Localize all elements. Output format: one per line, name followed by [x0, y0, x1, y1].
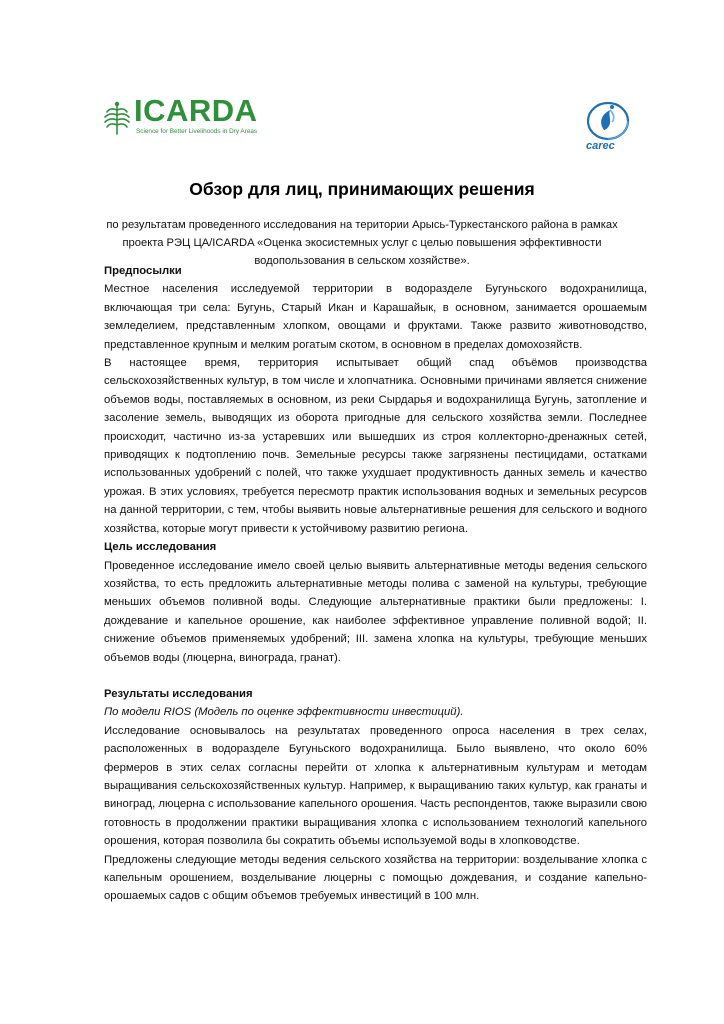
page-subtitle: по результатам проведенного исследования на територии Арысь-Туркестанского района в рамках проекта РЭЦ ЦА/ICARDA «Оценка экосистемных услуг с целью повышения эффективности водопользования в сельском хозяйстве».: [106, 219, 618, 267]
carec-logo: [582, 100, 630, 156]
paragraph: Предложены следующие методы ведения сельского хозяйства на территории: возделывание хлопка с капельным орошением, возделывание люцерны с помощью дождевания, и создание капельно-орошаемых садов с общим объемов требуемых инвестиций в 100 млн.: [104, 853, 647, 903]
icarda-logo: [100, 93, 270, 140]
paragraph: Местное населения исследуемой территории в водоразделе Бугуньского водохранилища, включающая три села: Бугунь, Старый Икан и Карашайык, в основном, занимается орошаемым земледелием, представленным хлопком, овощами и фруктами. Также развито животноводство, представленное крупным и мелким рогатым скотом, в основном в пределах домохозяйств.: [104, 283, 647, 351]
carec-emblem-icon: [582, 100, 630, 142]
wheat-icon: [100, 100, 134, 136]
paragraph: Исследование основывалось на результатах проведенного опроса населения в трех селах, расположенных в водоразделе Бугуньского водохранилища. Было выявлено, что около 60% фермеров в этих селах согласны перейти от хлопка к альтернативным культурам и методам выращивания сельскохозяйственных культур. Например, к выращиванию таких культур, как гранаты и виноград, люцерна с использование капельного орошения. Часть респондентов, также выразили свою готовность в продолжении практики выращивания хлопка с использованием технологий капельного орошения, которая позволила бы сократить объемы используемой воды в хлопководстве.: [104, 724, 647, 848]
section-heading-goal: Цель исследования: [104, 541, 217, 554]
section-heading-results: Результаты исследования: [104, 687, 253, 700]
document-body: [104, 262, 647, 906]
icarda-logo-text: ICARDA: [134, 93, 258, 128]
page-title: Обзор для лиц, принимающих решения: [189, 179, 535, 199]
carec-logo-text: carec: [586, 140, 615, 152]
section-subheading-model: По модели RIOS (Модель по оценке эффективности инвестиций).: [104, 706, 464, 719]
section-heading-background: Предпосылки: [104, 265, 182, 277]
spacer: [104, 667, 647, 685]
icarda-tagline: Science for Better Livelihoods in Dry Areas: [136, 128, 258, 135]
paragraph: В настоящее время, территория испытывает общий спад объёмов производства сельскохозяйственных культур, в том числе и хлопчатника. Основными причинами является снижение объемов воды, поставляемых в основном, из реки Сырдарья и водохранилища Бугунь, затопление и засоление земель, выводящих из оборота пригодные для сельского хозяйства земли. Последнее происходит, частично из-за устаревших или вышедших из строя коллекторно-дренажных сетей, приводящих к подтоплению почв. Земельные ресурсы также загрязнены пестицидами, остатками использованных удобрений с полей, что также ухудшает продуктивность данных земель и качество урожая. В этих условиях, требуется пересмотр практик использования водных и земельных ресурсов на данной территории, с тем, чтобы выявить новые альтернативные решения для сельского и водного хозяйства, которые могут привести к устойчивому развитию региона.: [104, 357, 647, 535]
paragraph: Проведенное исследование имело своей целью выявить альтернативные методы ведения сельского хозяйства, то есть предложить альтернативные методы полива с заменой на культуры, требующие меньших объемов поливной воды. Следующие альтернативные практики были предложены: I. дождевание и капельное орошение, как наиболее эффективное управление поливной водой; II. снижение объемов применяемых удобрений; III. замена хлопка на культуры, требующие меньших объемов воды (люцерна, винограда, гранат).: [104, 559, 647, 664]
